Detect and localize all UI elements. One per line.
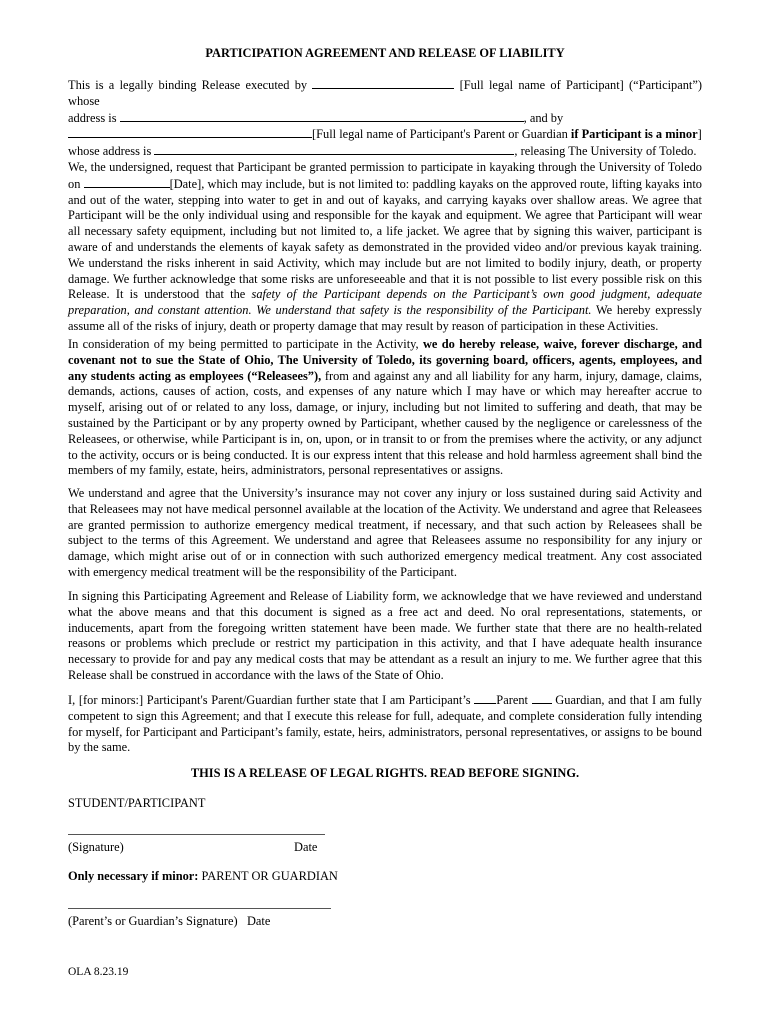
student-participant-label: STUDENT/PARTICIPANT xyxy=(68,796,206,810)
guardian-signature-label xyxy=(68,914,270,929)
signature-label: (Signature) xyxy=(68,840,124,854)
intro-paragraph xyxy=(68,77,702,160)
minor-note-bold: Only necessary if minor: xyxy=(68,869,199,883)
guardian-name-blank[interactable] xyxy=(68,126,312,138)
para-text: Parent xyxy=(496,693,532,707)
guardian-checkbox-blank[interactable] xyxy=(532,692,552,704)
intro-text: address is xyxy=(68,110,120,125)
para-text: [Date], which may include, but is not limited to: paddling kayaks on the approved route, lifting kayaks into and out of the water, stepping into water to get in and out of kayaks, and carrying kayaks over shallow areas. We agree that Participant will be the only individual using and responsible for the kayak and equipment. We agree that Participant will wear all necessary safety equipment, including but not limited to, a life jacket. We agree that by signing this waiver, participant is aware of and understands the elements of kayak safety as demonstrated in the provided video and/or previous kayak training. We understand the risks inherent in said Activity, which may include but are not limited to bodily injury, death, or property damage. We further acknowledge that some risks are unforeseeable and that it is not possible to list every possible risk on this Release. It is understood that the xyxy=(68,176,702,302)
document-title: PARTICIPATION AGREEMENT AND RELEASE OF LIABILITY xyxy=(205,46,565,60)
intro-text: This is a legally binding Release executed by xyxy=(68,78,313,92)
paragraph-insurance: We understand and agree that the University’s insurance may not cover any injury or loss sustained during said Activity and that Releasees may not have medical personnel available at the location of the Activity. We understand and agree that Releasees are granted permission to authorize emergency medical treatment, if necessary, and that such action by Releasees shall be subject to the terms of this Agreement. We understand and agree that Releasees assume no responsibility for any injury or damage, which might arise out of or in connection with such authorized emergency medical treatment. Any cost associated with emergency medical treatment will be the responsibility of the Participant. xyxy=(68,486,702,579)
student-signature-line[interactable] xyxy=(68,834,325,835)
parent-checkbox-blank[interactable] xyxy=(474,692,496,704)
intro-line-1 xyxy=(68,77,702,110)
minor-emphasis: if Participant is a minor xyxy=(570,127,698,142)
para-text: We hereby expressly assume all of the risks of injury, death or property damage that may result by reason of participation in these Activities. xyxy=(68,303,702,333)
para-text: Guardian, and that I am fully competent to sign this Agreement; and that I execute this release for full, adequate, and complete consideration fully intending for myself, for Participant and Participant’s family, estate, heirs, administrators, personal representatives, or assigns to be bound by the same. xyxy=(68,693,702,755)
minor-note-text: PARENT OR GUARDIAN xyxy=(198,869,338,883)
intro-text: [Full legal name of Participant's Parent or Guardian xyxy=(312,127,571,142)
intro-line-4 xyxy=(68,143,702,160)
participant-name-blank[interactable] xyxy=(312,77,454,89)
intro-text: whose address is xyxy=(68,144,155,159)
minor-note xyxy=(68,869,338,884)
intro-line-2 xyxy=(68,110,702,127)
para-text: In consideration of my being permitted to participate in the Activity, xyxy=(68,337,423,351)
guardian-signature-text: (Parent’s or Guardian’s Signature) xyxy=(68,914,238,928)
intro-text: ] xyxy=(697,127,702,142)
intro-text: [Full legal name of Participant] (“Participant”) whose xyxy=(68,78,702,108)
intro-text: , and by xyxy=(523,110,564,125)
paragraph-acknowledgement: In signing this Participating Agreement and Release of Liability form, we acknowledge that we have reviewed and understand what the above means and that this document is signed as a free act and deed. No oral representations, statements, or inducements, apart from the foregoing written statement have been made. We further state that there are no health-related reasons or problems which preclude or restrict my participation in this activity, and that I have adequate health insurance necessary to provide for and pay any medical costs that may be attendant as a result an injury to me. We further agree that this Release shall be construed in accordance with the laws of the State of Ohio. xyxy=(68,589,702,682)
guardian-address-blank[interactable] xyxy=(154,143,514,155)
para-text: We, the undersigned, request that Participant be granted permission to participate in kayaking through the University of Toledo on xyxy=(68,160,702,191)
signature-date-label: Date xyxy=(294,840,318,854)
date-blank[interactable] xyxy=(84,176,170,188)
para-text: from and against any and all liability for any harm, injury, damage, claims, demands, actions, causes of action, costs, and expenses of any nature which I may have or which may hereafter accrue to myself, arising out of or related to any loss, damage, or injury, including but not limited to suffering and death, that may be sustained by the Participant or by any property owned by Participant, whether caused by the negligence or carelessness of the Releasees, or otherwise, while Participant is in, on, upon, or in transit to or from the premises where the activity, or any adjunct to the activity, occurs or is being conducted. It is our express intent that this release and hold harmless agreement shall bind the members of my family, estate, heirs, administrators, personal representatives or assigns. xyxy=(68,368,703,478)
paragraph-release xyxy=(68,337,702,479)
form-version: OLA 8.23.19 xyxy=(68,966,129,978)
intro-text: , releasing The University of Toledo. xyxy=(514,144,697,159)
paragraph-guardian xyxy=(68,692,702,756)
guardian-signature-line[interactable] xyxy=(68,908,331,909)
safety-emphasis: safety of the Participant depends on the Participant’s own good judgment, adequate preparation, and constant attention. We understand that safety is the responsibility of the Participant. xyxy=(68,287,702,318)
intro-line-3 xyxy=(68,126,702,143)
legal-warning: THIS IS A RELEASE OF LEGAL RIGHTS. READ BEFORE SIGNING. xyxy=(190,766,580,780)
release-emphasis: we do hereby release, waive, forever discharge, and covenant not to sue the State of Ohio, The University of Toledo, its governing board, officers, agents, employees, and any students acting as employees (“Releasees”), xyxy=(68,337,702,383)
para-text: I, [for minors:] Participant's Parent/Guardian further state that I am Participant’s xyxy=(68,693,475,707)
participant-address-blank[interactable] xyxy=(120,110,524,122)
paragraph-activity xyxy=(68,160,702,335)
guardian-date-label: Date xyxy=(246,914,271,928)
